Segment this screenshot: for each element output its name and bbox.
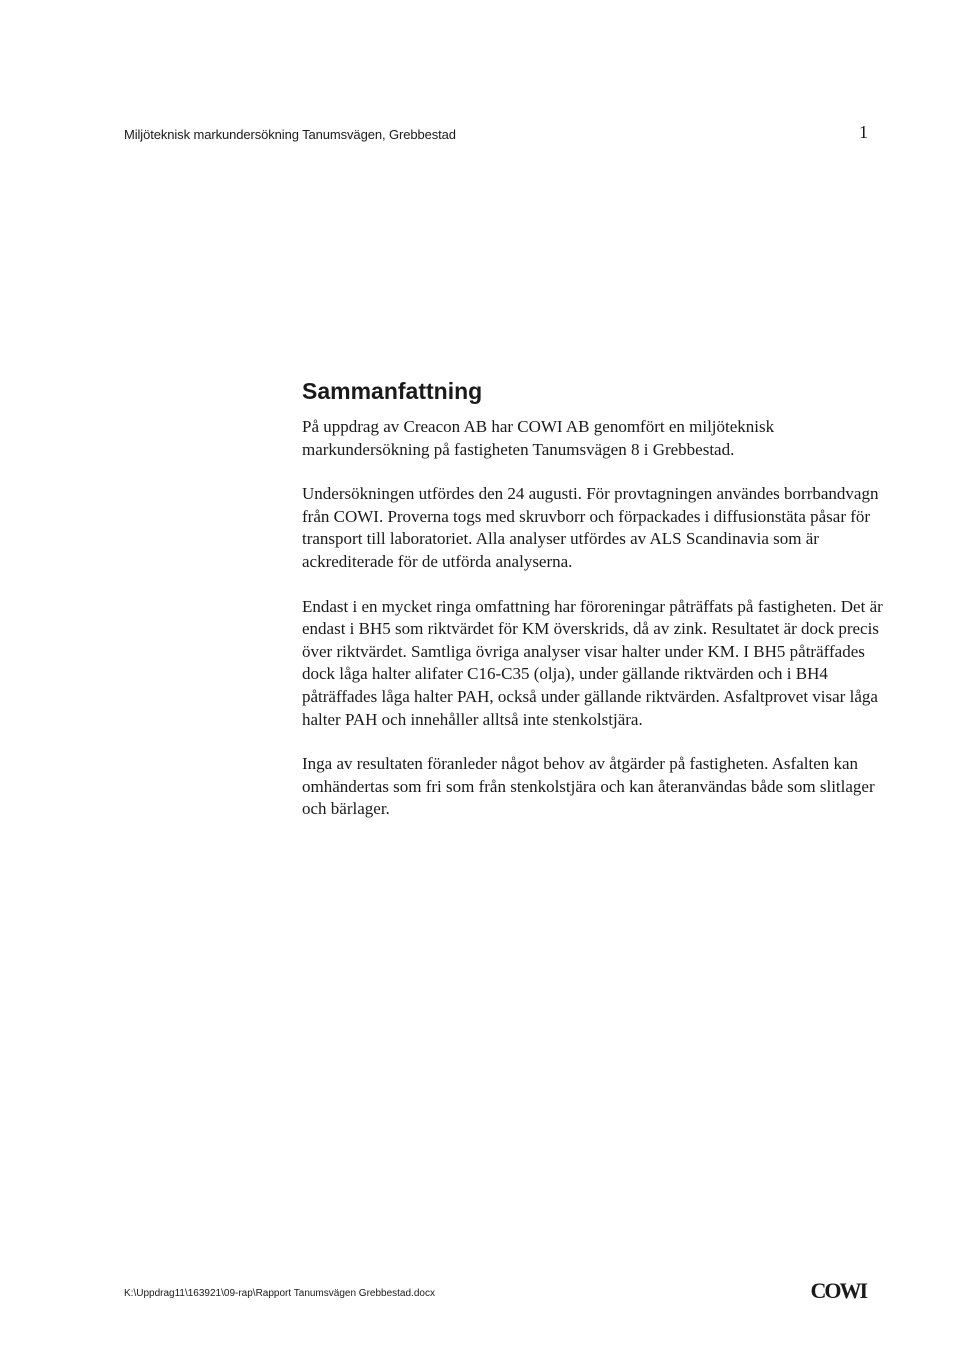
section-heading: Sammanfattning <box>302 378 483 404</box>
footer-file-path: K:\Uppdrag11\163921\09-rap\Rapport Tanumsvägen Grebbestad.docx <box>124 1288 435 1299</box>
document-header-title: Miljöteknisk markundersökning Tanumsvägen, Grebbestad <box>124 127 456 142</box>
summary-paragraph-4: Inga av resultaten föranleder något behov av åtgärder på fastigheten. Asfalten kan omhändertas som fri som från stenkolstjära och kan återanvändas både som slitlager och bärlager. <box>302 754 875 819</box>
summary-paragraph-2: Undersökningen utfördes den 24 augusti. För provtagningen användes borrbandvagn från COWI. Proverna togs med skruvborr och förpackades i diffusionstäta påsar för transport till laboratoriet. Alla analyser utfördes av ALS Scandinavia som är ackrediterade för de utförda analyserna. <box>302 484 879 571</box>
summary-paragraph-1: På uppdrag av Creacon AB har COWI AB genomfört en miljöteknisk markundersökning på fastigheten Tanumsvägen 8 i Grebbestad. <box>302 417 775 459</box>
summary-body <box>302 416 892 843</box>
summary-paragraph-3: Endast i en mycket ringa omfattning har föroreningar påträffats på fastigheten. Det är endast i BH5 som riktvärdet för KM överskrids, då av zink. Resultatet är dock precis över riktvärdet. Samtliga övriga analyser visar halter under KM. I BH5 påträffades dock låga halter alifater C16-C35 (olja), under gällande riktvärden och i BH4 påträffades låga halter PAH, också under gällande riktvärden. Asfaltprovet visar låga halter PAH och innehåller alltså inte stenkolstjära. <box>302 596 883 729</box>
cowi-logo: COWI <box>810 1278 866 1303</box>
page-number: 1 <box>859 122 868 142</box>
